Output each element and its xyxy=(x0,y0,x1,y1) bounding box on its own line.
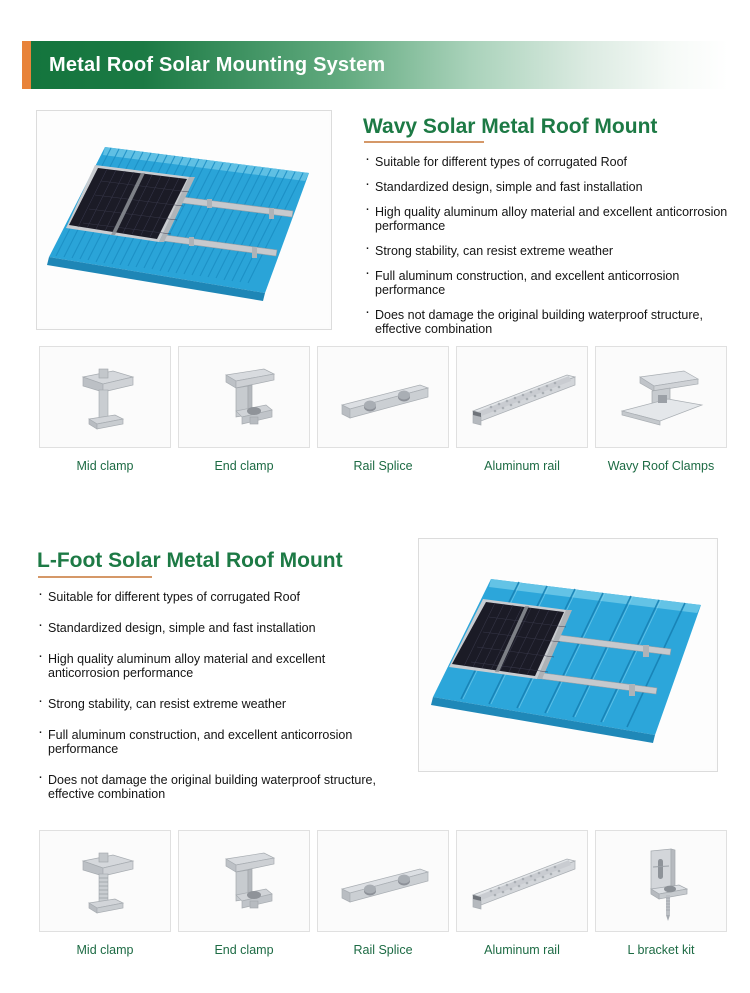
component-thumb-card[interactable] xyxy=(595,830,727,932)
component-thumb-card[interactable] xyxy=(178,346,310,448)
mid-clamp-icon xyxy=(57,839,153,923)
wavy-roof-mount-photo xyxy=(36,110,332,330)
component-rail-splice[interactable] xyxy=(314,346,452,473)
component-thumb-card[interactable] xyxy=(317,346,449,448)
component-l-bracket-kit[interactable] xyxy=(592,830,730,957)
list-item: · Does not damage the original building waterproof structure, effective combination xyxy=(37,773,392,801)
feature-list-wavy xyxy=(364,155,736,336)
component-aluminum-rail[interactable] xyxy=(453,346,591,473)
component-thumb-card[interactable] xyxy=(317,830,449,932)
mid-clamp-icon xyxy=(57,355,153,439)
component-end-clamp[interactable] xyxy=(175,346,313,473)
component-label: End clamp xyxy=(214,459,274,473)
header-accent-bar xyxy=(22,41,31,89)
list-item: · High quality aluminum alloy material and excellent anticorrosion performance xyxy=(37,652,392,680)
list-item: · Strong stability, can resist extreme weather xyxy=(37,697,392,711)
aluminum-rail-icon xyxy=(463,355,581,439)
component-label: End clamp xyxy=(214,943,274,957)
list-item: · Does not damage the original building waterproof structure, effective combination xyxy=(364,308,736,336)
component-mid-clamp[interactable] xyxy=(36,830,174,957)
component-thumb-card[interactable] xyxy=(456,830,588,932)
component-thumb-card[interactable] xyxy=(595,346,727,448)
list-item: · Standardized design, simple and fast installation xyxy=(37,621,392,635)
lfoot-roof-mount-photo xyxy=(418,538,718,772)
component-label: Wavy Roof Clamps xyxy=(607,459,715,473)
feature-list-lfoot xyxy=(37,590,392,801)
list-item: · Full aluminum construction, and excellent anticorrosion performance xyxy=(37,728,392,756)
list-item: · Full aluminum construction, and excellent anticorrosion performance xyxy=(364,269,736,297)
header-gradient-bar xyxy=(31,41,728,89)
component-row-lfoot xyxy=(36,830,731,957)
l-bracket-kit-icon xyxy=(613,837,709,925)
section-heading-rule-wavy xyxy=(364,141,484,143)
end-clamp-icon xyxy=(196,839,292,923)
component-rail-splice[interactable] xyxy=(314,830,452,957)
aluminum-rail-icon xyxy=(463,839,581,923)
component-label: Mid clamp xyxy=(76,943,134,957)
list-item: · Strong stability, can resist extreme weather xyxy=(364,244,736,258)
component-label: Aluminum rail xyxy=(484,943,560,957)
component-end-clamp[interactable] xyxy=(175,830,313,957)
end-clamp-icon xyxy=(196,355,292,439)
section-heading-lfoot: L-Foot Solar Metal Roof Mount xyxy=(37,549,343,572)
component-thumb-card[interactable] xyxy=(39,830,171,932)
list-item: · Suitable for different types of corrugated Roof xyxy=(37,590,392,604)
section-heading-wavy: Wavy Solar Metal Roof Mount xyxy=(363,115,658,138)
page-title: Metal Roof Solar Mounting System xyxy=(49,53,386,76)
page-header-banner xyxy=(22,41,728,89)
component-wavy-roof-clamps[interactable] xyxy=(592,346,730,473)
component-label: Rail Splice xyxy=(353,943,413,957)
component-aluminum-rail[interactable] xyxy=(453,830,591,957)
wavy-roof-clamp-icon xyxy=(606,355,716,439)
component-thumb-card[interactable] xyxy=(39,346,171,448)
component-label: Rail Splice xyxy=(353,459,413,473)
component-label: L bracket kit xyxy=(627,943,695,957)
component-mid-clamp[interactable] xyxy=(36,346,174,473)
component-label: Mid clamp xyxy=(76,459,134,473)
component-row-wavy xyxy=(36,346,731,473)
list-item: · High quality aluminum alloy material and excellent anticorrosion performance xyxy=(364,205,736,233)
component-thumb-card[interactable] xyxy=(178,830,310,932)
component-label: Aluminum rail xyxy=(484,459,560,473)
section-heading-rule-lfoot xyxy=(38,576,152,578)
component-thumb-card[interactable] xyxy=(456,346,588,448)
rail-splice-icon xyxy=(328,355,438,439)
rail-splice-icon xyxy=(328,839,438,923)
list-item: · Suitable for different types of corrugated Roof xyxy=(364,155,736,169)
list-item: · Standardized design, simple and fast installation xyxy=(364,180,736,194)
